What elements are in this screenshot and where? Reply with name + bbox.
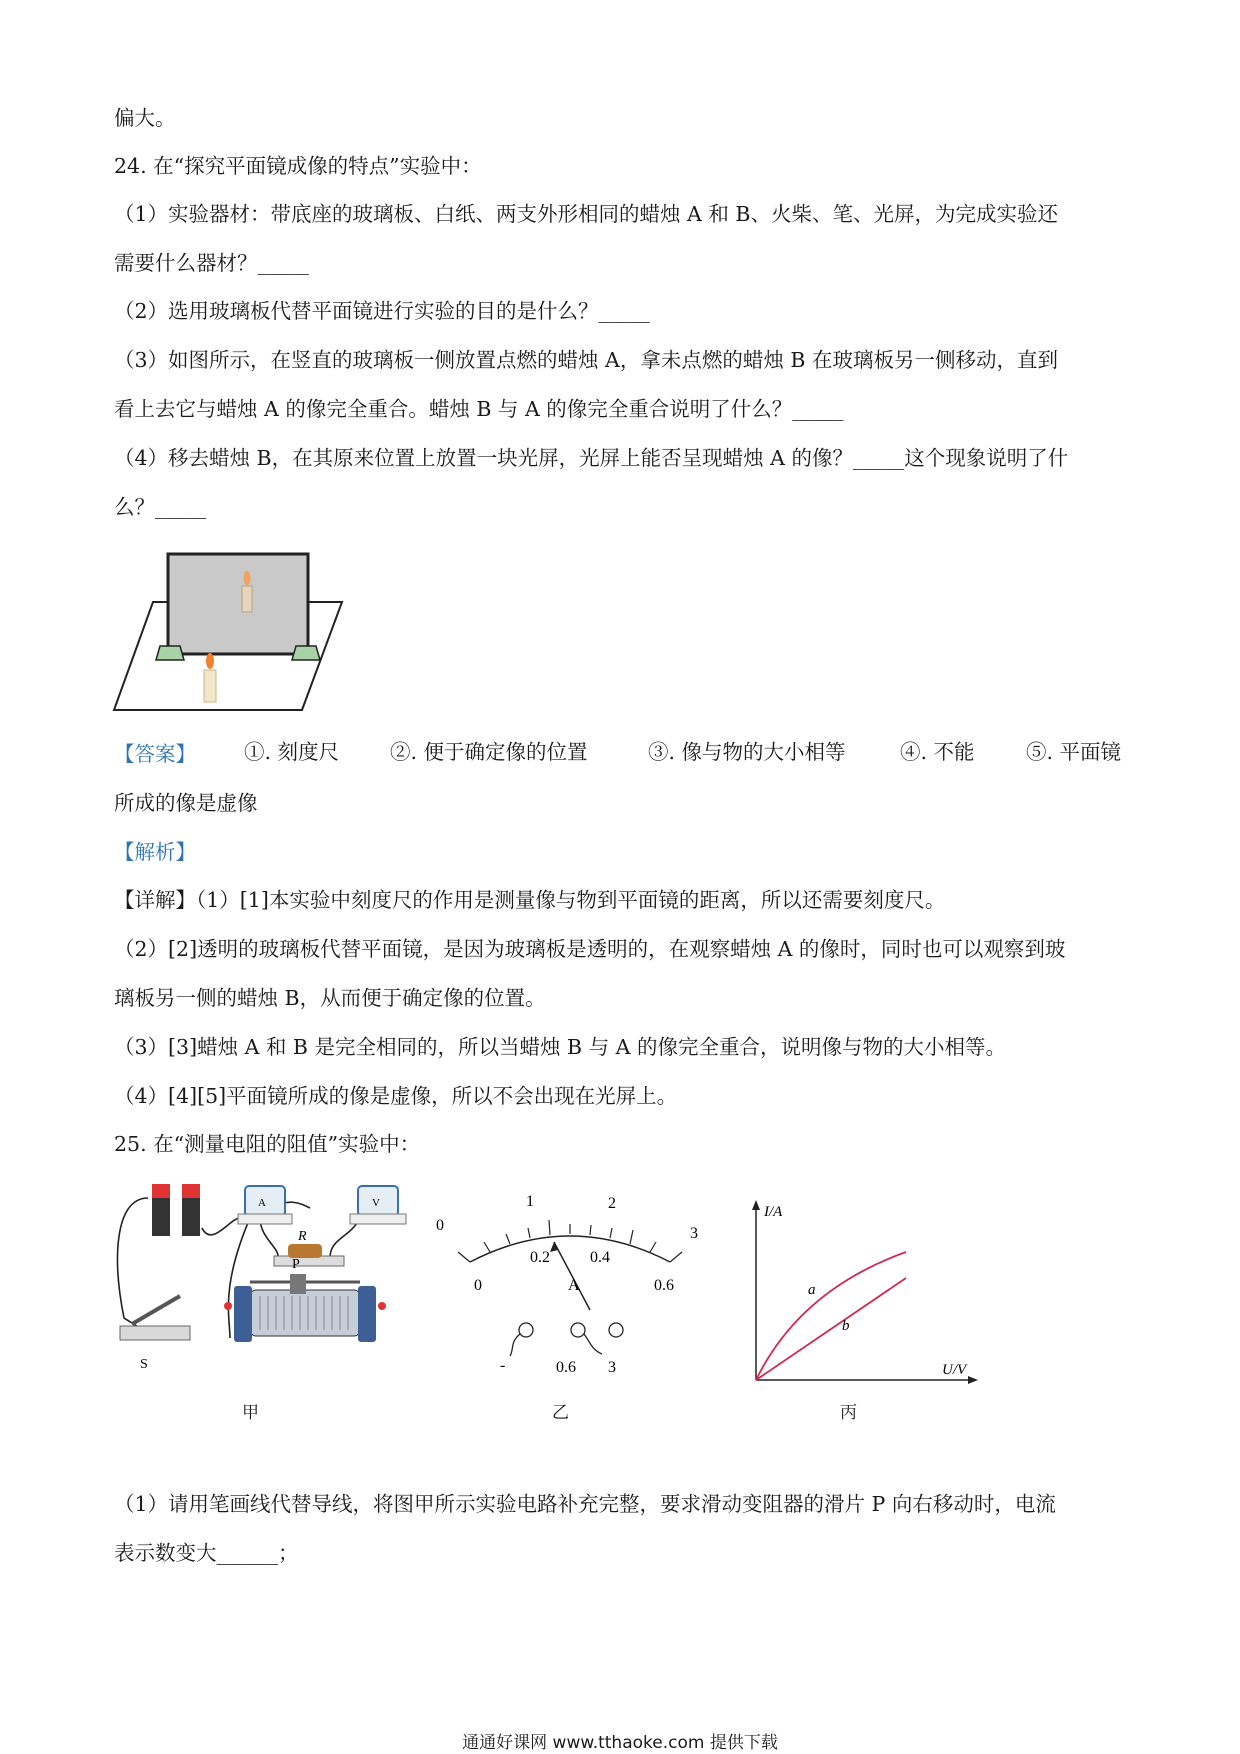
curve-b-label: b: [842, 1318, 850, 1334]
dial-unit-label: A: [568, 1277, 580, 1294]
text-line: （2）选用玻璃板代替平面镜进行实验的目的是什么？_____: [114, 299, 650, 323]
question-24-title: 24. 在“探究平面镜成像的特点”实验中：: [114, 154, 482, 178]
text-line: （4）移去蜡烛 B，在其原来位置上放置一块光屏，光屏上能否呈现蜡烛 A 的像？_____这个现象说明了什: [114, 446, 1069, 470]
voltmeter-label: V: [372, 1197, 380, 1209]
dial-upper-label: 1: [526, 1193, 534, 1210]
dial-lower-label: 0: [474, 1277, 482, 1294]
text-line: （4）[4][5]平面镜所成的像是虚像，所以不会出现在光屏上。: [114, 1084, 678, 1108]
text-line: 所成的像是虚像: [114, 791, 258, 815]
text-line: 表示数变大______；: [114, 1541, 299, 1565]
figure-caption: 丙: [840, 1403, 857, 1423]
ammeter-label: A: [258, 1197, 266, 1209]
figure-caption: 甲: [242, 1403, 259, 1423]
terminal-label: 0.6: [556, 1359, 576, 1376]
text-line: 【详解】（1）[1]本实验中刻度尺的作用是测量像与物到平面镜的距离，所以还需要刻度尺。: [114, 888, 946, 912]
mirror-experiment-figure: [110, 548, 350, 718]
figure-caption: 乙: [552, 1403, 569, 1423]
dial-lower-label: 0.4: [590, 1249, 610, 1266]
dial-upper-label: 0: [436, 1217, 444, 1234]
ammeter-dial-figure: [430, 1190, 720, 1380]
text-line: （1）请用笔画线代替导线，将图甲所示实验电路补充完整，要求滑动变阻器的滑片 P 向右移动时，电流: [114, 1492, 1056, 1516]
text-line: 璃板另一侧的蜡烛 B，从而便于确定像的位置。: [114, 986, 546, 1010]
question-25-title: 25. 在“测量电阻的阻值”实验中：: [114, 1132, 421, 1156]
terminal-label: 3: [608, 1359, 616, 1376]
i-u-graph-figure: [730, 1190, 990, 1390]
dial-upper-label: 3: [690, 1225, 698, 1242]
answer-item: ①. 刻度尺: [244, 740, 340, 764]
text-line: （3）[3]蜡烛 A 和 B 是完全相同的，所以当蜡烛 B 与 A 的像完全重合，说明像与物的大小相等。: [114, 1035, 1006, 1059]
circuit-figure: [110, 1178, 420, 1378]
answer-item: ③. 像与物的大小相等: [648, 740, 846, 764]
answer-label: 【答案】: [114, 742, 196, 766]
text-line: 需要什么器材？_____: [114, 251, 309, 275]
page-footer: 通通好课网 www.tthaoke.com 提供下载: [462, 1733, 778, 1753]
terminal-label: -: [500, 1357, 506, 1374]
resistor-label: R: [298, 1229, 307, 1244]
text-line: （3）如图所示，在竖直的玻璃板一侧放置点燃的蜡烛 A，拿未点燃的蜡烛 B 在玻璃板另一侧移动，直到: [114, 348, 1058, 372]
switch-label: S: [140, 1357, 148, 1372]
x-axis-label: U/V: [942, 1362, 967, 1378]
analysis-label: 【解析】: [114, 840, 196, 864]
answer-item: ④. 不能: [900, 740, 975, 764]
y-axis-label: I/A: [764, 1204, 783, 1220]
dial-upper-label: 2: [608, 1195, 616, 1212]
text-line: （1）实验器材：带底座的玻璃板、白纸、两支外形相同的蜡烛 A 和 B、火柴、笔、光屏，为完成实验还: [114, 202, 1058, 226]
text-line: 看上去它与蜡烛 A 的像完全重合。蜡烛 B 与 A 的像完全重合说明了什么？_____: [114, 397, 844, 421]
text-line: （2）[2]透明的玻璃板代替平面镜，是因为玻璃板是透明的，在观察蜡烛 A 的像时，同时也可以观察到玻: [114, 937, 1066, 961]
text-line: 么？_____: [114, 495, 207, 519]
dial-lower-label: 0.2: [530, 1249, 550, 1266]
dial-lower-label: 0.6: [654, 1277, 674, 1294]
text-line: 偏大。: [114, 106, 176, 130]
slider-label: P: [292, 1257, 300, 1272]
curve-a-label: a: [808, 1282, 816, 1298]
answer-item: ⑤. 平面镜: [1026, 740, 1122, 764]
answer-item: ②. 便于确定像的位置: [390, 740, 588, 764]
